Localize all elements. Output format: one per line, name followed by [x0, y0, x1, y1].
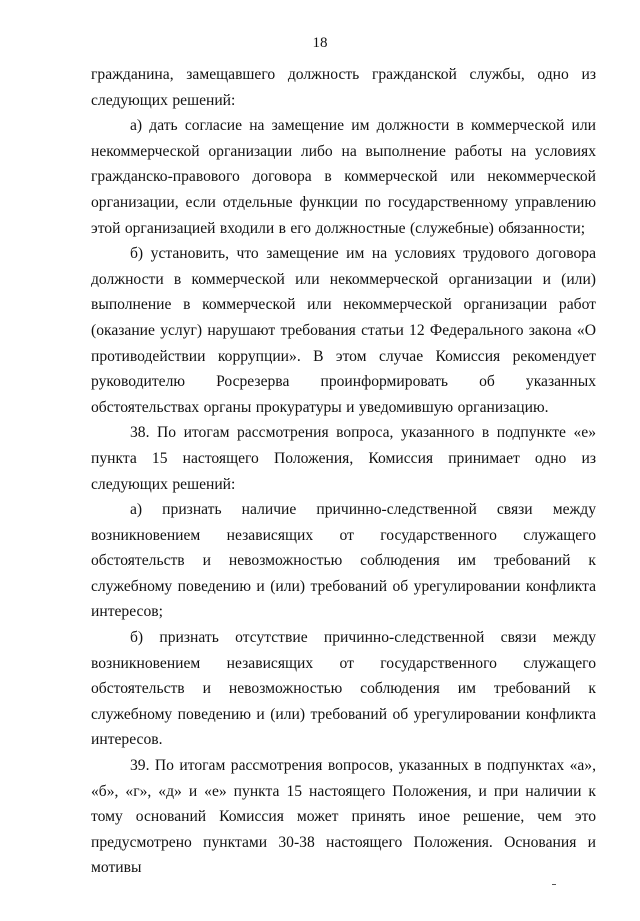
paragraph-item-a-consent: а) дать согласие на замещение им должности в коммерческой или некоммерческой организации либо на выполнение работы на условиях гражданско-правового договора в коммерческой или некоммерческой организации, если отдельные функции по государственному управлению этой организацией входили в его должностные (служебные) обязанности;: [91, 117, 596, 237]
document-body: [91, 62, 596, 881]
paragraph-38: 38. По итогам рассмотрения вопроса, указанного в подпункте «е» пункта 15 настоящего Положения, Комиссия принимает одно из следующих решений:: [91, 424, 596, 493]
page-number: 18: [312, 35, 328, 51]
scan-speck: [552, 884, 556, 885]
paragraph-38-item-a: а) признать наличие причинно-следственной связи между возникновением независящих от государственного служащего обстоятельств и невозможностью соблюдения им требований к служебному поведению и (или) требований об урегулировании конфликта интересов;: [91, 501, 596, 621]
paragraph-38-item-b: б) признать отсутствие причинно-следственной связи между возникновением независящих от государственного служащего обстоятельств и невозможностью соблюдения им требований к служебному поведению и (или) требований об урегулировании конфликта интересов.: [91, 629, 596, 749]
paragraph-item-b-violation: б) установить, что замещение им на условиях трудового договора должности в коммерческой или некоммерческой организации и (или) выполнение в коммерческой или некоммерческой организации работ (оказание услуг) нарушают требования статьи 12 Федерального закона «О противодействии коррупции». В этом случае Комиссия рекомендует руководителю Росрезерва проинформировать об указанных обстоятельствах органы прокуратуры и уведомившую организацию.: [91, 245, 596, 416]
paragraph-39: 39. По итогам рассмотрения вопросов, указанных в подпунктах «а», «б», «г», «д» и «е» пункта 15 настоящего Положения, и при наличии к тому оснований Комиссия может принять иное решение, чем это предусмотрено пунктами 30-38 настоящего Положения. Основания и мотивы: [91, 757, 596, 877]
paragraph-continuation: гражданина, замещавшего должность гражданской службы, одно из следующих решений:: [91, 66, 596, 109]
